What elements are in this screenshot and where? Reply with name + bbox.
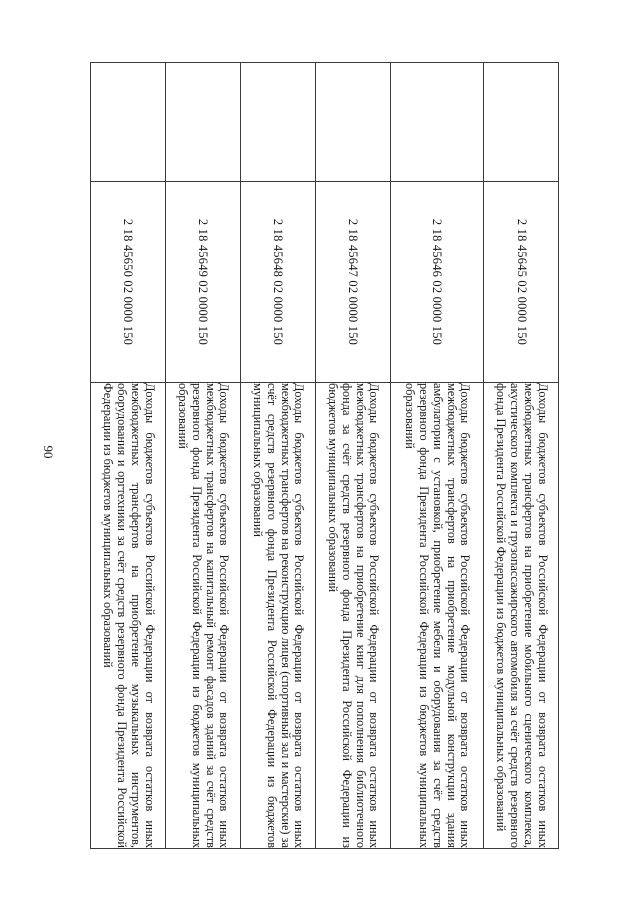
budget-code-cell: 2 18 45649 02 0000 150: [165, 182, 240, 383]
description-cell: Доходы бюджетов субъектов Российской Федерации от возврата остатков иных межбюджетных трансфертов на реконструкцию лицея (спортивный зал и мастерские) за счёт средств резервного фонда Президента Российской Федерации из бюджетов муниципальных образований: [240, 383, 315, 849]
description-cell: Доходы бюджетов субъектов Российской Федерации от возврата остатков иных межбюджетных трансфертов на приобретение книг для пополнения библиотечного фонда за счёт средств резервного фонда Президента Российской Федерации из бюджетов муниципальных образований: [315, 383, 390, 849]
budget-code-cell: 2 18 45647 02 0000 150: [315, 182, 390, 383]
empty-cell: [165, 63, 240, 182]
description-cell: Доходы бюджетов субъектов Российской Федерации от возврата остатков иных межбюджетных трансфертов на приобретение музыкальных инструментов, оборудования и оргтехники за счёт средств резервного фонда Президента Российской Федерации из бюджетов муниципальных образований: [91, 383, 166, 849]
description-cell: Доходы бюджетов субъектов Российской Федерации от возврата остатков иных межбюджетных трансфертов на приобретение мобильного сценического комплекса, акустического комплекта и грузопассажирского автомобиля за счёт средств резервного фонда Президента Российской Федерации из бюджетов муниципальных образований: [484, 383, 559, 849]
table-row: [240, 63, 315, 849]
table-row: [165, 63, 240, 849]
budget-code-cell: 2 18 45648 02 0000 150: [240, 182, 315, 383]
table-row: [390, 63, 483, 849]
empty-cell: [240, 63, 315, 182]
description-cell: Доходы бюджетов субъектов Российской Федерации от возврата остатков иных межбюджетных трансфертов на капитальный ремонт фасадов зданий за счёт средств резервного фонда Президента Российской Федерации из бюджетов муниципальных образований: [165, 383, 240, 849]
empty-cell: [91, 63, 166, 182]
table-row: [484, 63, 559, 849]
empty-cell: [390, 63, 483, 182]
empty-cell: [315, 63, 390, 182]
budget-revenue-table: [90, 62, 559, 849]
empty-cell: [484, 63, 559, 182]
table-row: [315, 63, 390, 849]
table-row: [91, 63, 166, 849]
page-number: 90: [41, 445, 56, 459]
budget-code-cell: 2 18 45650 02 0000 150: [91, 182, 166, 383]
budget-code-cell: 2 18 45645 02 0000 150: [484, 182, 559, 383]
description-cell: Доходы бюджетов субъектов Российской Федерации от возврата остатков иных межбюджетных трансфертов на приобретение модульной конструкции здания амбулатории с установкой, приобретение мебели и оборудования за счёт средств резервного фонда Президента Российской Федерации из бюджетов муниципальных образований: [390, 383, 483, 849]
budget-code-cell: 2 18 45646 02 0000 150: [390, 182, 483, 383]
landscape-page-content: [90, 62, 559, 849]
